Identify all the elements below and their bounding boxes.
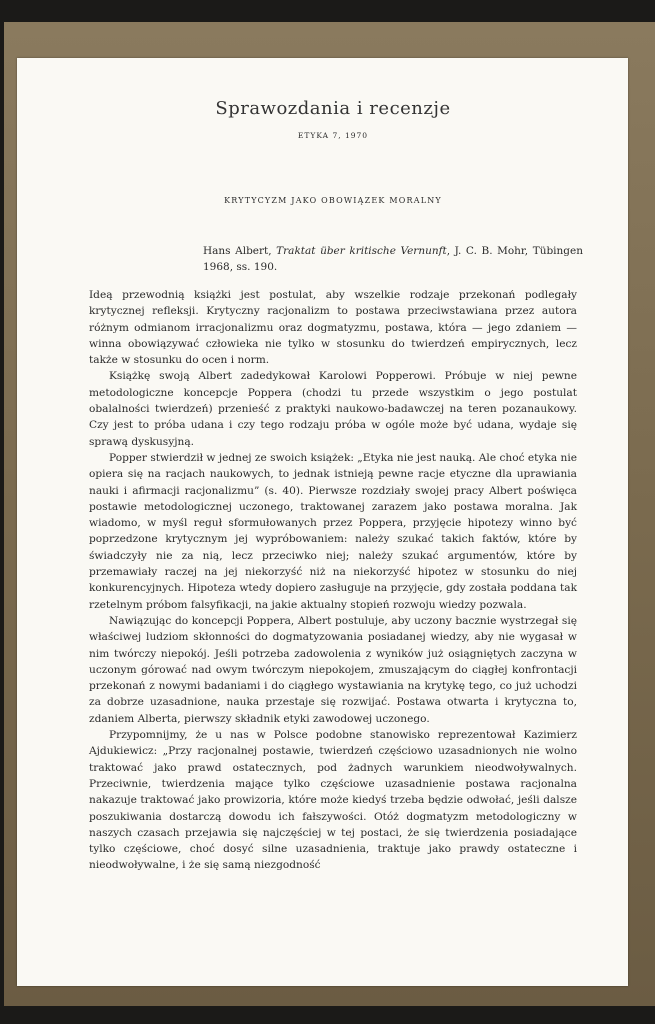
page-content [89, 98, 583, 874]
citation-author: Hans Albert, [203, 245, 277, 257]
citation-publication: , J. C. B. Mohr, Tübingen 1968, ss. 190. [203, 245, 583, 273]
paragraph: Ideą przewodnią książki jest postulat, aby wszelkie rodzaje przekonań podlegały krytycznej refleksji. Krytyczny racjonalizm to postawa przeciwstawiana przez autora różnym odmianom irracjonalizmu oraz dogmatyzmu, postawa, która — jego zdaniem — winna obowiązywać człowieka nie tylko w stosunku do twierdzeń empirycznych, lecz także w stosunku do ocen i norm. [89, 289, 577, 367]
paragraph: Popper stwierdził w jednej ze swoich książek: „Etyka nie jest nauką. Ale choć etyka nie opiera się na racjach naukowych, to jednak istnieją pewne racje etyczne dla uprawiania nauki i afirmacji racjonalizmu” (s. 40). Pierwsze rozdziały swojej pracy Albert poświęca postawie metodologicznej uczonego, traktowanej zarazem jako postawa moralna. Jak wiadomo, w myśl reguł sformułowanych przez Poppera, przyjęcie hipotezy winno być poprzedzone krytycznym jej wypróbowaniem: należy szukać takich faktów, które by świadczyły nie za nią, lecz przeciwko niej; należy szukać argumentów, które by przemawiały raczej na jej niekorzyść niż na niekorzyść hipotez w stosunku do niej konkurencyjnych. Hipoteza wtedy dopiero zasługuje na przyjęcie, gdy została poddana tak rzetelnym próbom falsyfikacji, na jakie aktualny stopień rozwoju wiedzy pozwala. [89, 451, 577, 611]
document-page [17, 58, 628, 986]
article-body [89, 287, 577, 874]
book-citation [203, 243, 583, 275]
paragraph: Książkę swoją Albert zadedykował Karolowi Popperowi. Próbuje w niej pewne metodologiczne koncepcje Poppera (chodzi tu przede wszystkim o jego postulat obalalności twierdzeń) przenieść z praktyki naukowo-badawczej na teren pozanaukowy. Czy jest to próba udana i czy tego rodzaju próba w ogóle może być udana, wydaje się sprawą dyskusyjną. [89, 370, 577, 448]
paragraph: Przypomnijmy, że u nas w Polsce podobne stanowisko reprezentował Kazimierz Ajdukiewicz: „Przy racjonalnej postawie, twierdzeń częściowo uzasadnionych nie wolno traktować jako prawd ostatecznych, pod żadnych warunkiem nieodwoływalnych. Przeciwnie, twierdzenia mające tylko częściowe uzasadnienie postawa racjonalna nakazuje traktować jako prowizoria, które może kiedyś trzeba będzie odwołać, jeśli dalsze poszukiwania dostarczą dowodu ich fałszywości. Otóż dogmatyzm metodologiczny w naszych czasach przejawia się najczęściej w tej postaci, że się twierdzenia posiadające tylko częściowe, choć dosyć silne uzasadnienia, traktuje jako prawdy ostateczne i nieodwoływalne, i że się samą niezgodność [89, 729, 577, 872]
section-title: Sprawozdania i recenzje [215, 98, 451, 119]
journal-reference: ETYKA 7, 1970 [297, 131, 369, 140]
book-binding [4, 22, 655, 1006]
citation-book-title: Traktat über kritische Vernunft [276, 245, 447, 257]
article-title: KRYTYCYZM JAKO OBOWIĄZEK MORALNY [224, 196, 442, 205]
paragraph: Nawiązując do koncepcji Poppera, Albert postuluje, aby uczony bacznie wystrzegał się właściwej ludziom skłonności do dogmatyzowania posiadanej wiedzy, aby nie wygasał w nim twórczy niepokój. Jeśli potrzeba zadowolenia z wyników już osiągniętych zaczyna w uczonym górować nad owym twórczym niepokojem, zmuszającym do ciągłej konfrontacji przekonań z nowymi badaniami i do ciągłego wystawiania na krytykę tego, co już uchodzi za dobrze uzasadnione, nauka przestaje się rozwijać. Postawa otwarta i krytyczna to, zdaniem Alberta, pierwszy składnik etyki zawodowej uczonego. [89, 614, 577, 725]
